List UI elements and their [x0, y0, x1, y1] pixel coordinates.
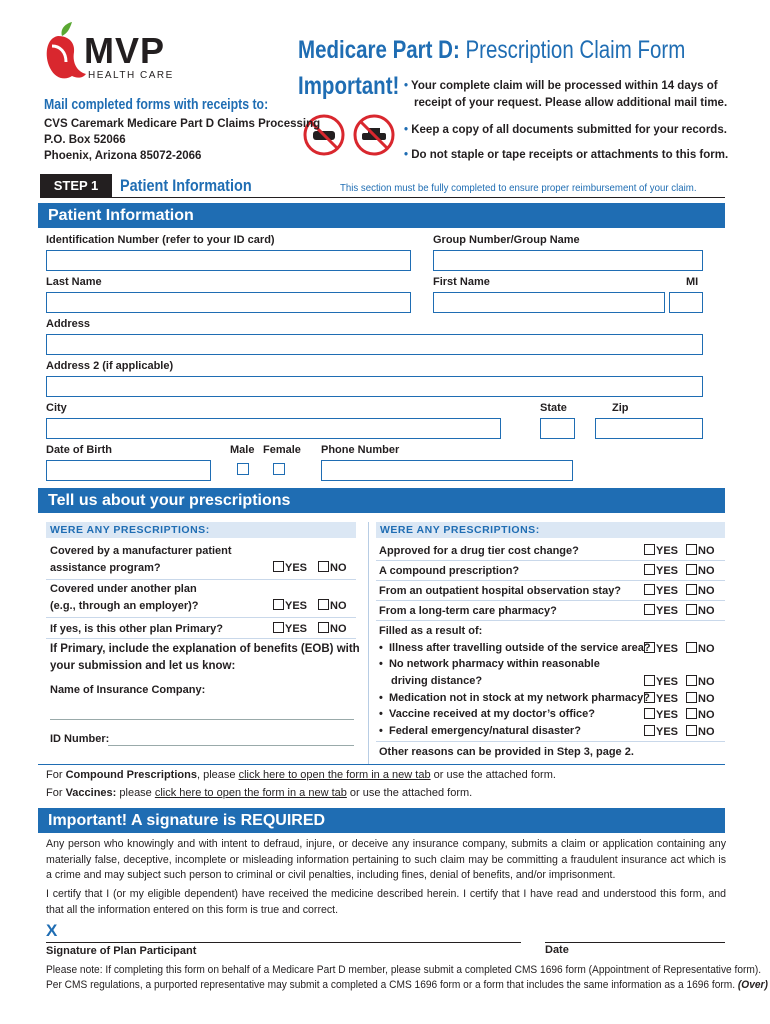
checkbox-icon — [686, 725, 697, 736]
state-field[interactable] — [540, 418, 575, 439]
form-title-main: Medicare Part D: — [298, 36, 460, 64]
compound-form-link[interactable]: click here to open the form in a new tab — [238, 769, 431, 781]
mi-field[interactable] — [669, 292, 703, 313]
other-reasons-note: Other reasons can be provided in Step 3, page 2. — [379, 746, 634, 758]
logo-subtitle: HEALTH CARE — [88, 70, 174, 81]
dob-field[interactable] — [46, 460, 211, 481]
checkbox-icon — [686, 604, 697, 615]
checkbox-icon — [318, 561, 329, 572]
mail-line: P.O. Box 52066 — [44, 134, 126, 146]
reason-not-in-stock-no[interactable]: NO — [686, 692, 715, 705]
over-label: (Over) — [737, 979, 768, 991]
row-rule — [376, 741, 725, 742]
date-label: Date — [545, 944, 569, 956]
checkbox-icon — [686, 642, 697, 653]
mail-line: CVS Caremark Medicare Part D Claims Processing — [44, 118, 321, 130]
checkbox-icon — [644, 725, 655, 736]
reason-emergency: • Federal emergency/natural disaster? — [379, 725, 581, 737]
row-rule — [46, 579, 356, 580]
reason-travel: • Illness after travelling outside of the service area? — [379, 642, 651, 654]
address-field[interactable] — [46, 334, 703, 355]
section-rule — [38, 764, 725, 765]
form-title-rest: Prescription Claim Form — [459, 36, 686, 64]
reason-no-network-yes[interactable]: YES — [644, 675, 678, 688]
header-bullet: receipt of your request. Please allow additional mail time. — [414, 97, 728, 109]
left-q1-text: assistance program? — [50, 562, 161, 574]
id-number-label: Identification Number (refer to your ID card) — [46, 234, 275, 246]
male-checkbox[interactable] — [237, 463, 249, 475]
left-q1-text: Covered by a manufacturer patient — [50, 545, 232, 557]
signature-label: Signature of Plan Participant — [46, 945, 197, 957]
right-q3-text: From an outpatient hospital observation stay? — [379, 585, 622, 597]
dob-label: Date of Birth — [46, 444, 112, 456]
right-q2-no[interactable]: NO — [686, 564, 715, 577]
reason-emergency-no[interactable]: NO — [686, 725, 715, 738]
left-q2-text: Covered under another plan — [50, 583, 197, 595]
checkbox-icon — [644, 642, 655, 653]
step-rule — [40, 197, 725, 198]
first-name-field[interactable] — [433, 292, 665, 313]
checkbox-icon — [686, 544, 697, 555]
cms-note: Per CMS regulations, a purported representative may submit a completed a CMS 1696 form or a form that includes the same information as a 1696 form. (Over) — [46, 979, 768, 991]
reason-vaccine: • Vaccine received at my doctor’s office? — [379, 708, 595, 720]
city-label: City — [46, 402, 67, 414]
checkbox-icon — [273, 599, 284, 610]
address2-label: Address 2 (if applicable) — [46, 360, 174, 372]
female-label: Female — [263, 444, 301, 456]
step-badge: STEP 1 — [40, 174, 112, 198]
mail-heading: Mail completed forms with receipts to: — [44, 96, 269, 113]
reason-no-network-no[interactable]: NO — [686, 675, 715, 688]
right-q4-text: From a long-term care pharmacy? — [379, 605, 557, 617]
checkbox-icon — [318, 599, 329, 610]
reason-vaccine-no[interactable]: NO — [686, 708, 715, 721]
insurance-company-field[interactable] — [50, 719, 354, 720]
row-rule — [46, 617, 356, 618]
reason-no-network: • No network pharmacy within reasonable — [379, 658, 600, 670]
insurance-company-label: Name of Insurance Company: — [50, 684, 206, 696]
zip-label: Zip — [612, 402, 629, 414]
left-q1-yes[interactable]: YES — [273, 561, 307, 574]
filled-as-result-label: Filled as a result of: — [379, 625, 483, 637]
id-number-field[interactable] — [46, 250, 411, 271]
checkbox-icon — [686, 692, 697, 703]
right-q1-yes[interactable]: YES — [644, 544, 678, 557]
right-q4-no[interactable]: NO — [686, 604, 715, 617]
important-label: Important! — [298, 72, 400, 100]
column-divider — [368, 522, 369, 765]
row-rule — [376, 580, 725, 581]
primary-note: If Primary, include the explanation of benefits (EOB) with — [50, 643, 360, 655]
checkbox-icon — [686, 564, 697, 575]
logo-wordmark: MVP — [84, 30, 166, 71]
checkbox-icon — [644, 692, 655, 703]
checkbox-icon — [686, 708, 697, 719]
left-q2-no[interactable]: NO — [318, 599, 347, 612]
mail-line: Phoenix, Arizona 85072-2066 — [44, 150, 202, 162]
left-q2-text: (e.g., through an employer)? — [50, 600, 199, 612]
right-q1-text: Approved for a drug tier cost change? — [379, 545, 579, 557]
checkbox-icon — [273, 622, 284, 633]
vaccine-form-link[interactable]: click here to open the form in a new tab — [154, 787, 347, 799]
reason-emergency-yes[interactable]: YES — [644, 725, 678, 738]
step-note: This section must be fully completed to ensure proper reimbursement of your claim. — [340, 182, 697, 194]
checkbox-icon — [644, 708, 655, 719]
right-q1-no[interactable]: NO — [686, 544, 715, 557]
group-number-field[interactable] — [433, 250, 703, 271]
cms-note: Please note: If completing this form on behalf of a Medicare Part D member, please submit a completed CMS 1696 form (Appointment of Representative form). — [46, 964, 762, 976]
phone-label: Phone Number — [321, 444, 400, 456]
signature-bar: Important! A signature is REQUIRED — [38, 808, 725, 833]
right-q2-yes[interactable]: YES — [644, 564, 678, 577]
checkbox-icon — [686, 675, 697, 686]
checkbox-icon — [644, 544, 655, 555]
form-title — [298, 36, 685, 65]
last-name-field[interactable] — [46, 292, 411, 313]
reason-not-in-stock: • Medication not in stock at my network pharmacy? — [379, 692, 650, 704]
reason-no-network: driving distance? — [391, 675, 483, 687]
left-q3-text: If yes, is this other plan Primary? — [50, 623, 223, 635]
male-label: Male — [230, 444, 255, 456]
right-q3-yes[interactable]: YES — [644, 584, 678, 597]
checkbox-icon — [686, 584, 697, 595]
checkbox-icon — [644, 675, 655, 686]
primary-note: your submission and let us know: — [50, 660, 236, 672]
left-q3-yes[interactable]: YES — [273, 622, 307, 635]
signature-x-mark: X — [46, 921, 58, 940]
checkbox-icon — [644, 564, 655, 575]
row-rule — [376, 600, 725, 601]
row-rule — [46, 638, 356, 639]
left-q1-no[interactable]: NO — [318, 561, 347, 574]
checkbox-icon — [644, 584, 655, 595]
header-bullet: • Do not staple or tape receipts or attachments to this form. — [404, 149, 729, 161]
last-name-label: Last Name — [46, 276, 102, 288]
insurance-id-field[interactable] — [108, 745, 354, 746]
row-rule — [376, 560, 725, 561]
right-q3-no[interactable]: NO — [686, 584, 715, 597]
reason-travel-no[interactable]: NO — [686, 642, 715, 655]
city-field[interactable] — [46, 418, 501, 439]
phone-field[interactable] — [321, 460, 573, 481]
zip-field[interactable] — [595, 418, 703, 439]
right-q4-yes[interactable]: YES — [644, 604, 678, 617]
certification-text: I certify that I (or my eligible dependent) have received the medicine described herein. I certify that I have read and understood this form, and that all the information entered on this form is true and correct. — [46, 888, 726, 916]
step-title: Patient Information — [120, 176, 252, 195]
fraud-warning: Any person who knowingly and with intent to defraud, injure, or deceive any insurance company, submits a claim or application containing any materially false, deceptive, incomplete or misleading information pertaining to such claim may be committing a fraudulent insurance act which is a crime and may subject such person to criminal or civil penalties, including fines, denial of benefits, and/or imprisonment. — [46, 838, 726, 881]
header-bullet: • Keep a copy of all documents submitted for your records. — [404, 124, 727, 136]
compound-line: For Compound Prescriptions, please click here to open the form in a new tab or use the attached form. — [46, 769, 556, 781]
prescriptions-bar: Tell us about your prescriptions — [38, 488, 725, 513]
header-bullet: • Your complete claim will be processed within 14 days of — [404, 80, 718, 92]
left-q3-no[interactable]: NO — [318, 622, 347, 635]
female-checkbox[interactable] — [273, 463, 285, 475]
left-q2-yes[interactable]: YES — [273, 599, 307, 612]
right-q2-text: A compound prescription? — [379, 565, 520, 577]
first-name-label: First Name — [433, 276, 490, 288]
date-line[interactable] — [545, 942, 725, 943]
patient-info-bar: Patient Information — [38, 203, 725, 228]
vaccine-line: For Vaccines: please click here to open the form in a new tab or use the attached form. — [46, 787, 473, 799]
row-rule — [376, 620, 725, 621]
id-number-label-2: ID Number: — [50, 733, 110, 745]
left-column-head: WERE ANY PRESCRIPTIONS: — [46, 522, 356, 538]
reason-vaccine-yes[interactable]: YES — [644, 708, 678, 721]
state-label: State — [540, 402, 567, 414]
group-number-label: Group Number/Group Name — [433, 234, 580, 246]
mi-label: MI — [686, 276, 699, 288]
checkbox-icon — [644, 604, 655, 615]
checkbox-icon — [273, 561, 284, 572]
no-tape-icon — [352, 113, 396, 162]
checkbox-icon — [318, 622, 329, 633]
right-column-head: WERE ANY PRESCRIPTIONS: — [376, 522, 725, 538]
signature-line[interactable] — [46, 942, 521, 943]
address-label: Address — [46, 318, 91, 330]
reason-travel-yes[interactable]: YES — [644, 642, 678, 655]
address2-field[interactable] — [46, 376, 703, 397]
reason-not-in-stock-yes[interactable]: YES — [644, 692, 678, 705]
